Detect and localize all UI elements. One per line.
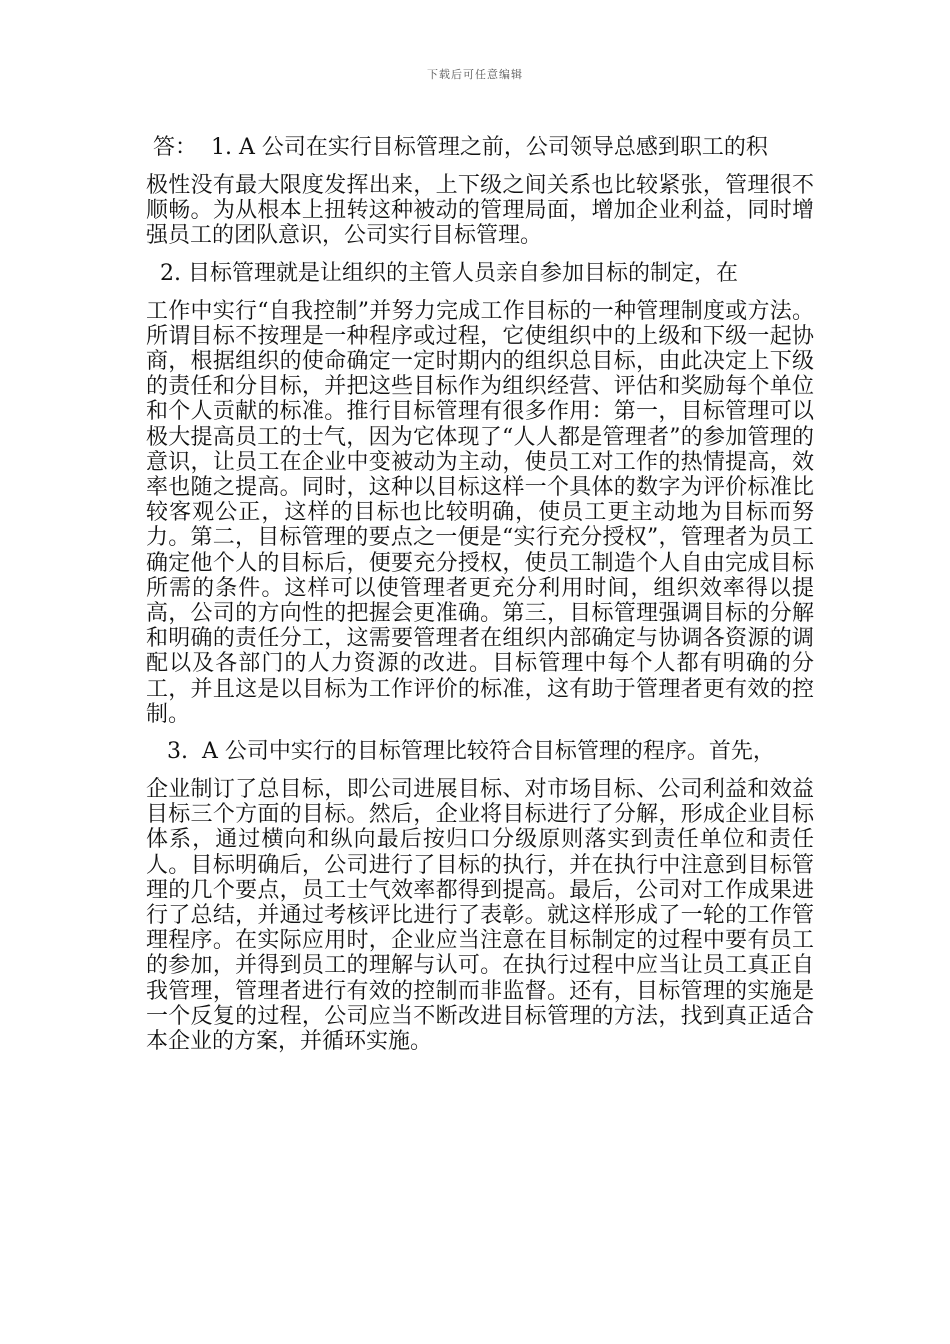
paragraph-3-body: 企业制订了总目标，即公司进展目标、对市场目标、公司利益和效益目标三个方面的目标。然后，企业将目标进行了分解，形成企业目标体系，通过横向和纵向最后按归口分级原则落实到责任单位和责任人。目标明确后，公司进行了目标的执行，并在执行中注意到目标管理的几个要点，员工士气效率都得到提高。最后，公司对工作成果进行了总结，并通过考核评比进行了表彰。就这样形成了一轮的工作管理程序。在实际应用时，企业应当注意在目标制定的过程中要有员工的参加，并得到员工的理解与认可。在执行过程中应当让员工真正自我管理，管理者进行有效的控制而非监督。还有，目标管理的实施是一个反复的过程，公司应当不断改进目标管理的方法，找到真正适合本企业的方案，并循环实施。: [146, 777, 814, 1055]
paragraph-3-first-line: 3. A 公司中实行的目标管理比较符合目标管理的程序。首先，: [146, 739, 775, 765]
paragraph-2-first-line: 2. 目标管理就是让组织的主管人员亲自参加目标的制定，在: [146, 260, 738, 286]
paragraph-1-first-line: 答： 1. A 公司在实行目标管理之前，公司领导总感到职工的积: [146, 135, 768, 160]
paragraph-1-body: 极性没有最大限度发挥出来，上下级之间关系也比较紧张，管理很不顺畅。为从根本上扭转这种被动的管理局面，增加企业利益，同时增强员工的团队意识，公司实行目标管理。: [146, 173, 814, 249]
document-body: [146, 133, 814, 1054]
paragraph-2-body: 工作中实行“自我控制”并努力完成工作目标的一种管理制度或方法。所谓目标不按理是一种程序或过程，它使组织中的上级和下级一起协商，根据组织的使命确定一定时期内的组织总目标，由此决定上下级的责任和分目标，并把这些目标作为组织经营、评估和奖励每个单位和个人贡献的标准。推行目标管理有很多作用：第一，目标管理可以极大提高员工的士气，因为它体现了“人人都是管理者”的参加管理的意识，让员工在企业中变被动为主动，使员工对工作的热情提高，效率也随之提高。同时，这种以目标这样一个具体的数字为评价标准比较客观公正，这样的目标也比较明确，使员工更主动地为目标而努力。第二，目标管理的要点之一便是“实行充分授权”，管理者为员工确定他个人的目标后，便要充分授权，使员工制造个人自由完成目标所需的条件。这样可以使管理者更充分利用时间，组织效率得以提高，公司的方向性的把握会更准确。第三，目标管理强调目标的分解和明确的责任分工，这需要管理者在组织内部确定与协调各资源的调配以及各部门的人力资源的改进。目标管理中每个人都有明确的分工，并且这是以目标为工作评价的标准，这有助于管理者更有效的控制。: [146, 298, 814, 727]
page-header: 下载后可任意编辑: [427, 68, 523, 81]
